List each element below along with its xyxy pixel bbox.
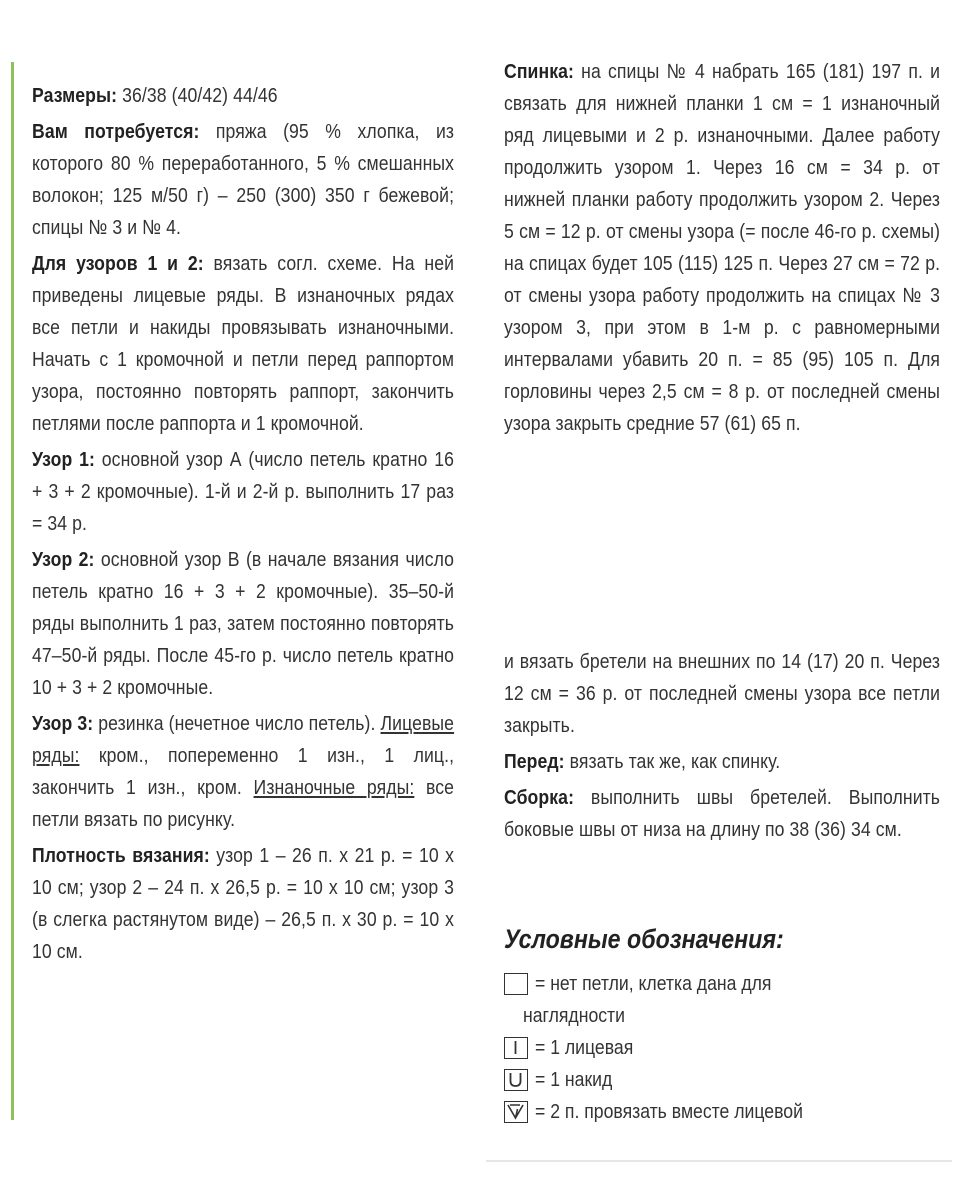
- legend-item-empty-cont: [504, 1000, 944, 1032]
- front-text: вязать так же, как спинку.: [564, 750, 781, 773]
- assembly-text: выполнить швы бретелей. Выполнить боковые швы от низа на длину по 38 (36) 34 см.: [504, 786, 941, 841]
- patterns-1-2-text: вязать согл. схеме. На ней приведены лицевые ряды. В изнаночных рядах все петли и накиды провязывать изнаночными. Начать с 1 кромочной и петли перед раппортом узора, постоянно повторять раппорт, закончить петлями после раппорта и 1 кромочной.: [32, 252, 455, 435]
- pattern-2-label: Узор 2:: [32, 548, 95, 571]
- legend-item-k2tog-text: = 2 п. провязать вместе лицевой: [535, 1100, 803, 1123]
- right-column-lower: [504, 646, 940, 850]
- materials-paragraph: [32, 116, 454, 244]
- pattern-1-paragraph: [32, 444, 454, 540]
- yarn-over-icon: [504, 1069, 528, 1091]
- pattern-2-text: основной узор В (в начале вязания число петель кратно 16 + 3 + 2 кромочные). 35–50-й ряды выполнить 1 раз, затем постоянно повторять 47–50-й ряды. После 45-го р. число петель кратно 10 + 3 + 2 кромочные.: [32, 548, 455, 699]
- legend-item-empty: [504, 968, 944, 1000]
- assembly-paragraph: [504, 782, 940, 846]
- empty-square-icon: [504, 973, 528, 995]
- pattern-1-label: Узор 1:: [32, 448, 95, 471]
- straps-text: и вязать бретели на внешних по 14 (17) 20 п. Через 12 см = 36 р. от последней смены узора все петли закрыть.: [504, 650, 941, 737]
- gauge-label: Плотность вязания:: [32, 844, 210, 867]
- sizes-paragraph: [32, 80, 454, 112]
- pattern-3-paragraph: [32, 708, 454, 836]
- front-paragraph: [504, 746, 940, 778]
- materials-text: пряжа (95 % хлопка, из которого 80 % переработанного, 5 % смешанных волокон; 125 м/50 г) – 250 (300) 350 г бежевой; спицы № 3 и № 4.: [32, 120, 455, 239]
- legend: [504, 968, 944, 1128]
- legend-item-yarn-over: [504, 1064, 944, 1096]
- gauge-text: узор 1 – 26 п. х 21 р. = 10 х 10 см; узор 2 – 24 п. х 26,5 р. = 10 х 10 см; узор 3 (в слегка растянутом виде) – 26,5 п. х 30 р. = 10 х 10 см.: [32, 844, 455, 963]
- patterns-1-2-label: Для узоров 1 и 2:: [32, 252, 204, 275]
- legend-item-k2tog: [504, 1096, 944, 1128]
- back-paragraph: [504, 56, 940, 440]
- legend-item-empty-text-cont: наглядности: [523, 1004, 625, 1027]
- right-column-upper: [504, 56, 940, 444]
- back-label: Спинка:: [504, 60, 574, 83]
- patterns-1-2-paragraph: [32, 248, 454, 440]
- legend-title: Условные обозначения:: [504, 924, 784, 954]
- legend-item-knit-text: = 1 лицевая: [535, 1036, 634, 1059]
- materials-label: Вам потребуется:: [32, 120, 200, 143]
- knit-stitch-icon: [504, 1037, 528, 1059]
- sizes-label: Размеры:: [32, 84, 118, 107]
- straps-paragraph: [504, 646, 940, 742]
- sizes-text: 36/38 (40/42) 44/46: [117, 84, 278, 107]
- legend-item-yarn-over-text: = 1 накид: [535, 1068, 613, 1091]
- pattern-3-text-c: все петли вязать по рисунку.: [32, 776, 455, 831]
- pattern-2-paragraph: [32, 544, 454, 704]
- back-text: на спицы № 4 набрать 165 (181) 197 п. и связать для нижней планки 1 см = 1 изнаночный ряд лицевыми и 2 р. изнаночными. Далее работу продолжить узором 1. Через 16 см = 34 р. от нижней планки работу продолжить узором 2. Через 5 см = 12 р. от смены узора (= после 46-го р. схемы) на спицах будет 105 (115) 125 п. Через 27 см = 72 р. от смены узора работу продолжить на спицах № 3 узором 3, при этом в 1-м р. с равномерными интервалами убавить 20 п. = 85 (95) 105 п. Для горловины через 2,5 см = 8 р. от последней смены узора закрыть средние 57 (61) 65 п.: [504, 60, 941, 435]
- front-label: Перед:: [504, 750, 565, 773]
- gauge-paragraph: [32, 840, 454, 968]
- legend-item-empty-text: = нет петли, клетка дана для: [535, 972, 772, 995]
- accent-rule: [11, 62, 14, 1120]
- assembly-label: Сборка:: [504, 786, 575, 809]
- pattern-3-text-b: кром., попеременно 1 изн., 1 лиц., закончить 1 изн., кром.: [32, 744, 455, 799]
- left-column: [32, 80, 454, 972]
- purl-rows-label: Изнаночные ряды:: [253, 776, 415, 799]
- pattern-1-text: основной узор А (число петель кратно 16 + 3 + 2 кромочные). 1-й и 2-й р. выполнить 17 раз = 34 р.: [32, 448, 455, 535]
- pattern-3-text-a: резинка (нечетное число петель).: [93, 712, 381, 735]
- legend-item-knit: [504, 1032, 944, 1064]
- bottom-divider: [486, 1160, 952, 1162]
- knit-two-together-icon: [504, 1101, 528, 1123]
- knit-rows-label: Лицевые ряды:: [32, 712, 455, 767]
- pattern-3-label: Узор 3:: [32, 712, 94, 735]
